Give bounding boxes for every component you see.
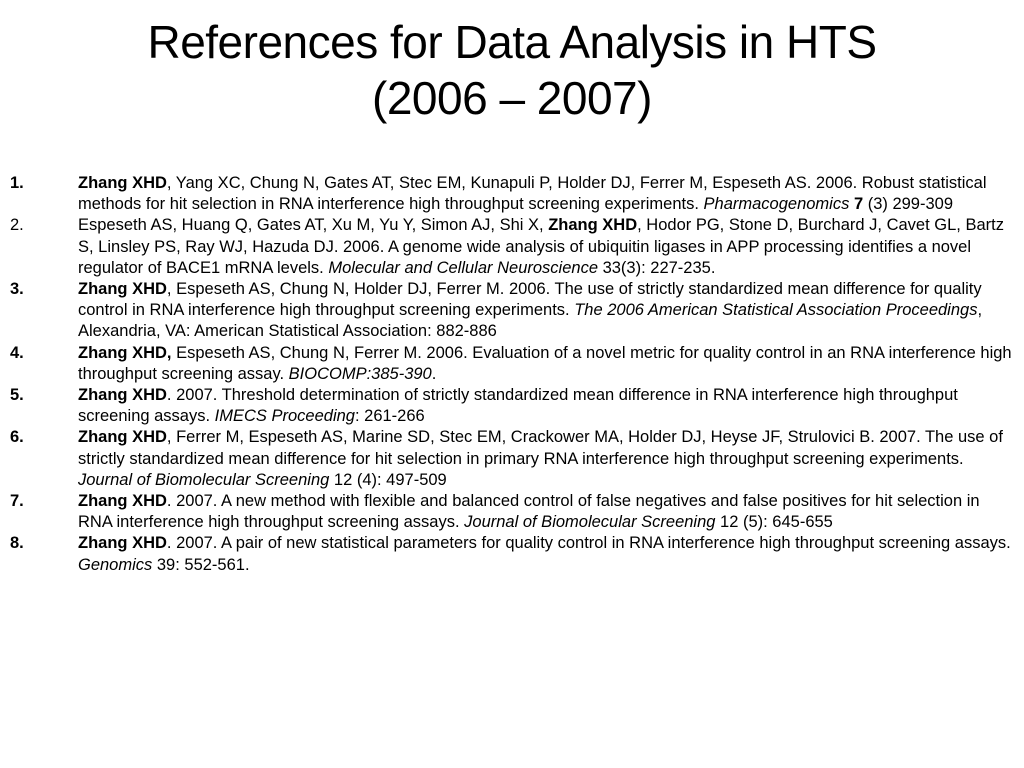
reference-text bbox=[78, 533, 1014, 575]
reference-italic-segment: Pharmacogenomics bbox=[703, 195, 850, 214]
reference-item bbox=[10, 215, 1014, 279]
reference-item bbox=[10, 491, 1014, 533]
reference-segment: Espeseth AS, Huang Q, Gates AT, Xu M, Yu Y, Simon AJ, Shi X, bbox=[78, 216, 549, 235]
slide-title-line-2: (2006 – 2007) bbox=[372, 72, 652, 124]
reference-text bbox=[78, 427, 1014, 491]
reference-text bbox=[78, 279, 1014, 343]
reference-bold-segment: Zhang XHD bbox=[78, 174, 167, 192]
reference-bold-segment: 7 bbox=[853, 195, 864, 214]
reference-bold-segment: Zhang XHD bbox=[78, 280, 167, 299]
reference-italic-segment: Journal of Biomolecular Screening bbox=[78, 470, 330, 489]
reference-bold-segment: Zhang XHD bbox=[78, 492, 167, 511]
reference-italic-segment: The 2006 American Statistical Association Proceedings bbox=[574, 301, 978, 320]
reference-bold-segment: Zhang XHD bbox=[78, 428, 167, 447]
reference-number: 3. bbox=[10, 280, 24, 299]
reference-number: 6. bbox=[10, 428, 24, 447]
reference-text bbox=[78, 385, 1014, 427]
reference-segment: Espeseth AS, Chung N, Ferrer M. 2006. Evaluation of a novel metric for quality control in an RNA interference high throughput screening assay. bbox=[78, 343, 1012, 383]
reference-segment: (3) 299-309 bbox=[863, 195, 954, 214]
reference-segment: . 2007. A pair of new statistical parameters for quality control in RNA interference high throughput screening assays. bbox=[166, 534, 1011, 553]
reference-bold-segment: Zhang XHD bbox=[78, 534, 167, 553]
reference-text bbox=[78, 173, 1014, 215]
reference-number: 5. bbox=[10, 386, 24, 405]
reference-segment: . 2007. Threshold determination of strictly standardized mean difference in RNA interference high throughput screening assays. bbox=[78, 386, 958, 426]
reference-segment: 33(3): 227-235. bbox=[598, 258, 716, 277]
reference-number: 7. bbox=[10, 492, 24, 511]
reference-number: 4. bbox=[10, 343, 24, 362]
reference-italic-segment: Molecular and Cellular Neuroscience bbox=[328, 258, 598, 277]
reference-italic-segment: IMECS Proceeding bbox=[214, 407, 355, 426]
reference-segment: , Ferrer M, Espeseth AS, Marine SD, Stec EM, Crackower MA, Holder DJ, Heyse JF, Strulovici B. 2007. The use of strictly standardized mean difference for hit selection in primary RNA interference high throughput screening experiments. bbox=[78, 428, 1003, 468]
reference-segment: , Yang XC, Chung N, Gates AT, Stec EM, Kunapuli P, Holder DJ, Ferrer M, Espeseth AS. 2006. Robust statistical methods for hit selection in RNA interference high throughput screening experiments. bbox=[78, 174, 987, 214]
reference-number: 8. bbox=[10, 534, 24, 553]
reference-segment: . bbox=[431, 364, 437, 383]
reference-number: 1. bbox=[10, 174, 24, 192]
reference-text bbox=[78, 491, 1014, 533]
reference-text bbox=[78, 215, 1014, 279]
reference-segment: . 2007. A new method with flexible and balanced control of false negatives and false positives for hit selection in RNA interference high throughput screening assays. bbox=[78, 492, 980, 532]
reference-item bbox=[10, 173, 1014, 215]
reference-number: 2. bbox=[10, 216, 24, 235]
reference-item bbox=[10, 533, 1014, 575]
reference-item bbox=[10, 385, 1014, 427]
slide-title bbox=[60, 14, 964, 126]
reference-bold-segment: Zhang XHD bbox=[78, 386, 167, 405]
reference-segment: : 261-266 bbox=[354, 407, 425, 426]
reference-bold-segment: Zhang XHD bbox=[548, 216, 638, 235]
reference-list bbox=[10, 173, 1014, 576]
reference-segment: , Espeseth AS, Chung N, Holder DJ, Ferrer M. 2006. The use of strictly standardized mean difference for quality control in RNA interference high throughput screening experiments. bbox=[78, 280, 982, 320]
reference-segment: , Hodor PG, Stone D, Burchard J, Cavet GL, Bartz S, Linsley PS, Ray WJ, Hazuda DJ. 2006. A genome wide analysis of ubiquitin ligases in APP processing identifies a novel regulator of BACE1 mRNA levels. bbox=[78, 216, 1004, 277]
slide-title-line-1: References for Data Analysis in HTS bbox=[147, 16, 877, 68]
reference-item bbox=[10, 427, 1014, 491]
reference-segment: 12 (5): 645-655 bbox=[715, 513, 833, 532]
reference-italic-segment: Genomics bbox=[78, 555, 153, 574]
reference-item bbox=[10, 279, 1014, 343]
reference-segment: 12 (4): 497-509 bbox=[329, 470, 447, 489]
reference-bold-segment: Zhang XHD, bbox=[78, 343, 172, 362]
reference-italic-segment: BIOCOMP:385-390 bbox=[288, 364, 432, 383]
reference-item bbox=[10, 343, 1014, 385]
reference-segment: , Alexandria, VA: American Statistical Association: 882-886 bbox=[78, 301, 983, 341]
reference-italic-segment: Journal of Biomolecular Screening bbox=[464, 513, 716, 532]
reference-text bbox=[78, 343, 1014, 385]
reference-segment: 39: 552-561. bbox=[152, 555, 250, 574]
